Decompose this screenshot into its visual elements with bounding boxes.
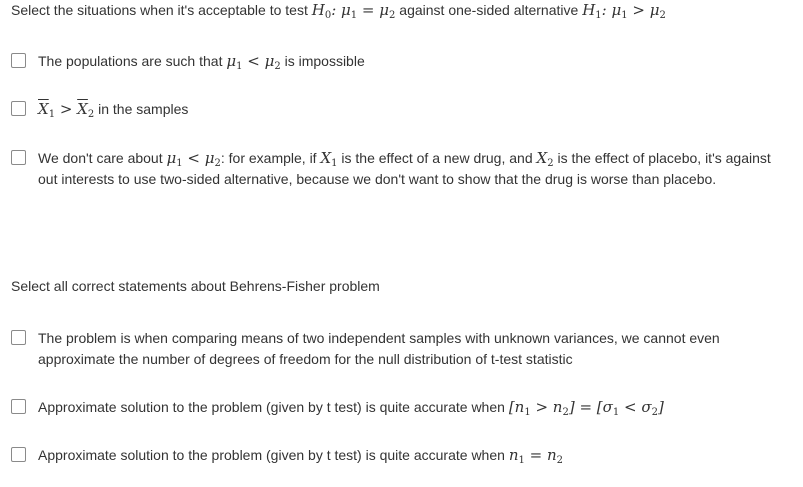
q1-option-3-checkbox[interactable] <box>11 150 26 165</box>
q2-option-2[interactable] <box>11 397 781 418</box>
q2-option-3[interactable] <box>11 445 781 466</box>
q1-option-1-checkbox[interactable] <box>11 53 26 68</box>
q1-option-1-label: The populations are such that $\mu_1 < \mu_2$ is impossible <box>38 52 365 72</box>
q1-option-1[interactable] <box>11 51 781 72</box>
q2-option-3-label: Approximate solution to the problem (given by t test) is quite accurate when $n_1 = n_2$ <box>38 446 563 466</box>
q1-option-2-label: $\overline{X}_1 > \overline{X}_2$ in the samples <box>38 100 189 120</box>
q2-option-3-checkbox[interactable] <box>11 447 26 462</box>
math-h1: $H_1$: $\mu_1 > \mu_2$ <box>582 1 666 21</box>
q2-option-1-checkbox[interactable] <box>11 330 26 345</box>
question-1-prompt <box>11 0 666 20</box>
q2-option-1[interactable] <box>11 328 781 370</box>
q2-option-1-label: The problem is when comparing means of two independent samples with unknown variances, we cannot even approximate the number of degrees of freedom for the null distribution of t-test statistic <box>38 330 720 367</box>
prompt-text-middle: against one-sided alternative <box>395 2 583 18</box>
q1-option-3[interactable] <box>11 148 781 190</box>
q1-option-2-checkbox[interactable] <box>11 101 26 116</box>
q1-option-3-label: We don't care about $\mu_1 < \mu_2$: for example, if $X_1$ is the effect of a new drug, and $X_2$ is the effect of placebo, it's against out interests to use two-sided alternative, because we don't want to show that the drug is worse than placebo. <box>38 149 771 187</box>
question-2-prompt: Select all correct statements about Behrens-Fisher problem <box>11 278 380 294</box>
q1-option-2[interactable] <box>11 99 781 120</box>
math-h0: $H_0$: $\mu_1 = \mu_2$ <box>311 1 396 21</box>
q2-option-2-checkbox[interactable] <box>11 399 26 414</box>
prompt-text: Select the situations when it's acceptable to test <box>11 2 312 18</box>
q2-option-2-label: Approximate solution to the problem (given by t test) is quite accurate when $[n_1 > n_2] = [\sigma_1 < \sigma_2]$ <box>38 398 664 418</box>
